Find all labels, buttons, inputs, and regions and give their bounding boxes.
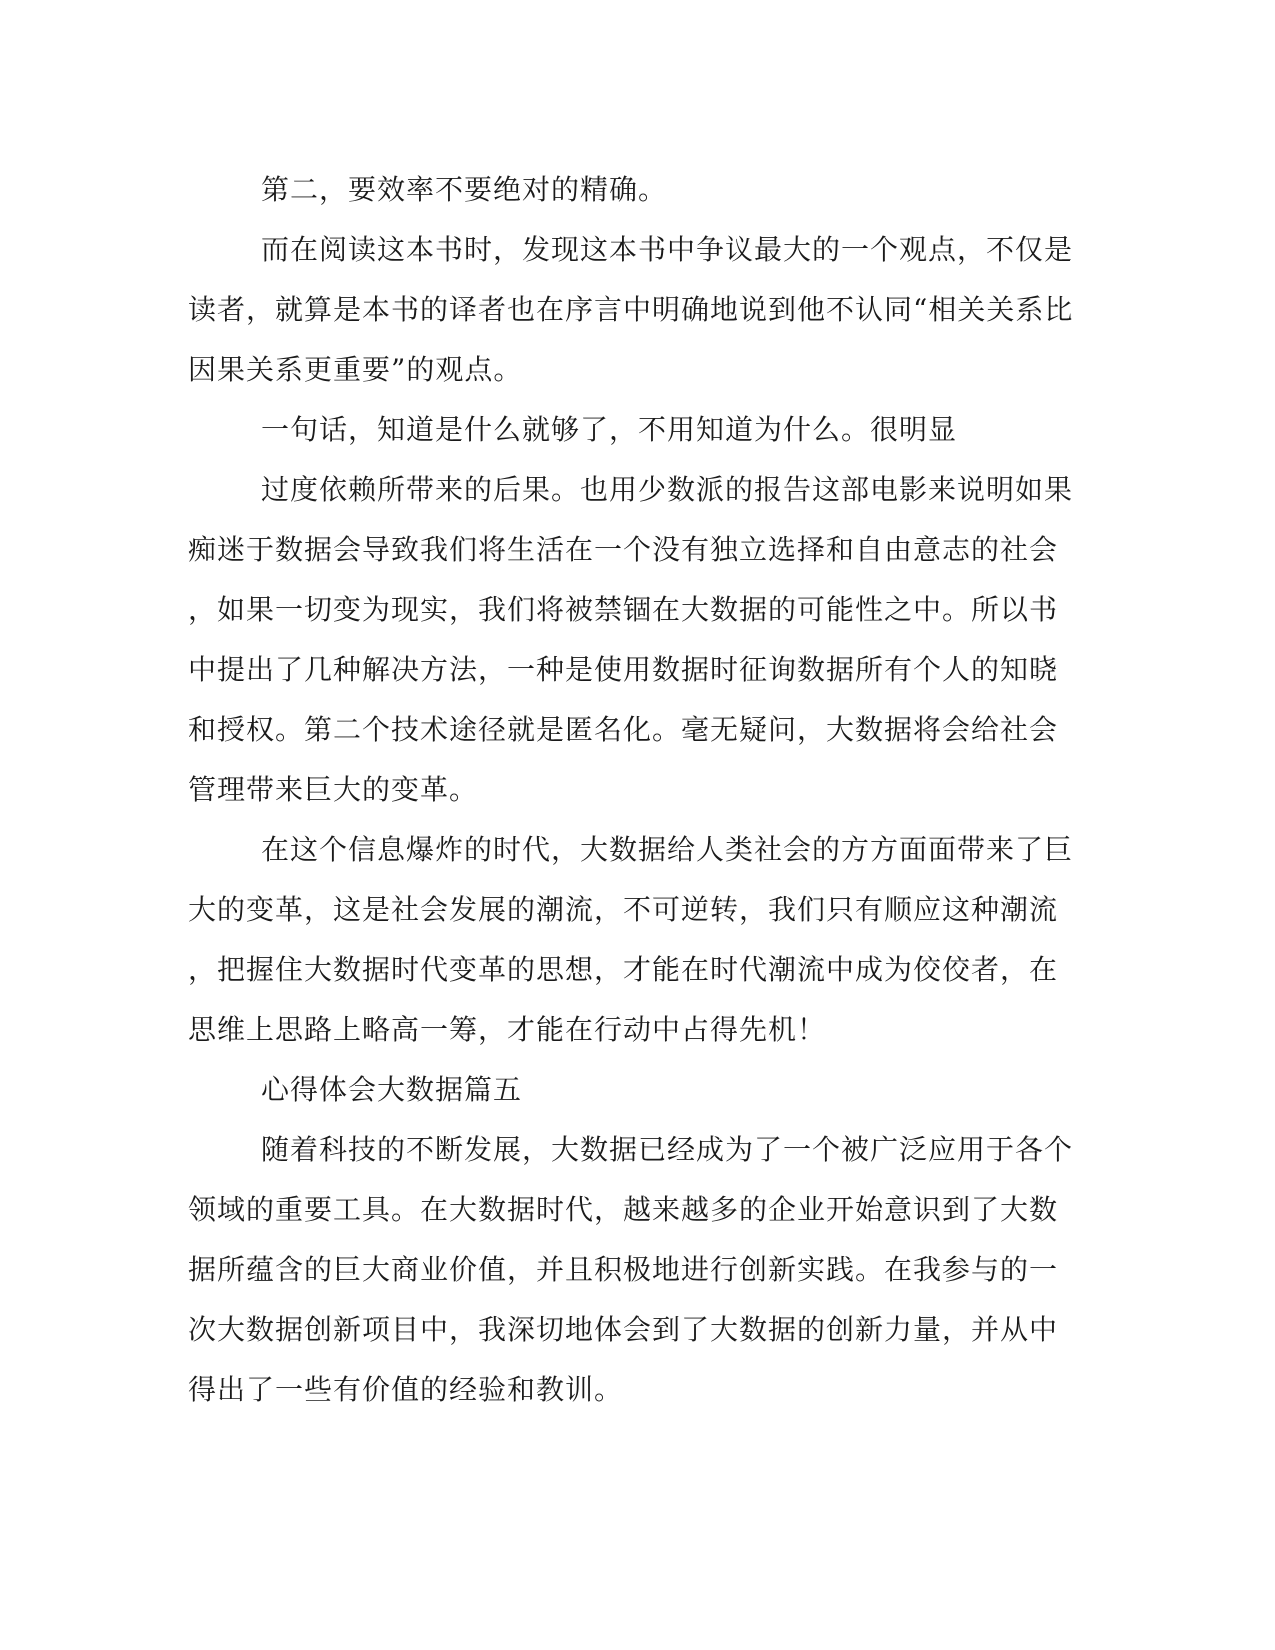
text-line: 读者，就算是本书的译者也在序言中明确地说到他不认同“相关关系比 — [188, 293, 1074, 326]
document-body — [188, 160, 1088, 1420]
text-line: 思维上思路上略高一筹，才能在行动中占得先机！ — [188, 1013, 827, 1046]
text-line: 领域的重要工具。在大数据时代，越来越多的企业开始意识到了大数 — [188, 1193, 1059, 1226]
text-line: 随着科技的不断发展，大数据已经成为了一个被广泛应用于各个 — [261, 1133, 1074, 1166]
paragraph-7 — [188, 1120, 1088, 1420]
paragraph-2 — [188, 220, 1088, 400]
heading-text: 心得体会大数据篇五 — [261, 1073, 523, 1106]
text-line: 过度依赖所带来的后果。也用少数派的报告这部电影来说明如果 — [261, 473, 1074, 506]
text-line: 据所蕴含的巨大商业价值，并且积极地进行创新实践。在我参与的一 — [188, 1253, 1059, 1286]
text-line: 管理带来巨大的变革。 — [188, 773, 479, 806]
paragraph-1 — [188, 160, 1088, 220]
paragraph-5 — [188, 820, 1088, 1060]
paragraph-3 — [188, 400, 1088, 460]
text-line: 因果关系更重要”的观点。 — [188, 353, 523, 386]
text-line: ，把握住大数据时代变革的思想，才能在时代潮流中成为佼佼者，在 — [188, 953, 1059, 986]
text-line: 第二，要效率不要绝对的精确。 — [261, 173, 668, 206]
text-line: 大的变革，这是社会发展的潮流，不可逆转，我们只有顺应这种潮流 — [188, 893, 1059, 926]
text-line: 痴迷于数据会导致我们将生活在一个没有独立选择和自由意志的社会 — [188, 533, 1059, 566]
section-heading — [188, 1060, 1088, 1120]
text-line: 中提出了几种解决方法，一种是使用数据时征询数据所有个人的知晓 — [188, 653, 1059, 686]
text-line: 得出了一些有价值的经验和教训。 — [188, 1373, 624, 1406]
text-line: 次大数据创新项目中，我深切地体会到了大数据的创新力量，并从中 — [188, 1313, 1059, 1346]
text-line: 和授权。第二个技术途径就是匿名化。毫无疑问，大数据将会给社会 — [188, 713, 1059, 746]
paragraph-4 — [188, 460, 1088, 820]
text-line: 在这个信息爆炸的时代，大数据给人类社会的方方面面带来了巨 — [261, 833, 1074, 866]
text-line: 而在阅读这本书时，发现这本书中争议最大的一个观点，不仅是 — [261, 233, 1074, 266]
text-line: 一句话，知道是什么就够了，不用知道为什么。很明显 — [261, 413, 958, 446]
text-line: ，如果一切变为现实，我们将被禁锢在大数据的可能性之中。所以书 — [188, 593, 1059, 626]
